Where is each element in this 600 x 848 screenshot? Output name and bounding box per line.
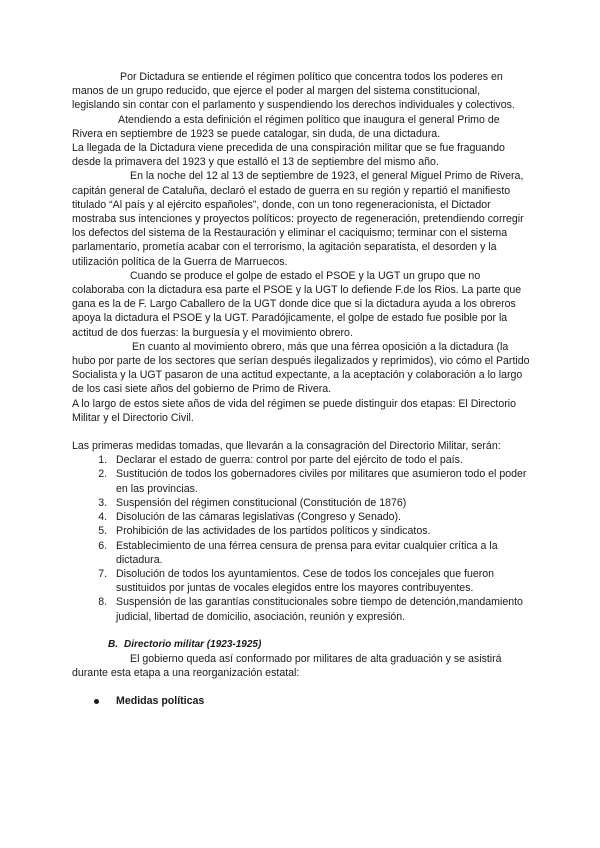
section-title: Directorio militar (1923-1925) [124,638,262,650]
section-heading [72,638,530,652]
paragraph-psoe-ugt: Cuando se produce el golpe de estado el PSOE y la UGT un grupo que no colaboraba con la dictadura esa parte el PSOE y la UGT lo defiende F.de los Rios. La parte que gana es la de F. Largo Caballero de la UGT donde dice que si la dictadura ayuda a los obreros apoya la dictadura el PSOE y la UGT. Paradójicamente, el golpe de estado fue posible por la actitud de dos fuerzas: la burguesía y el movimiento obrero. [72,269,522,339]
paragraph-section-intro: El gobierno queda así conformado por militares de alta graduación y se asistirá durante esta etapa a una reorganización estatal: [72,652,502,680]
list-item: 8. Suspensión de las garantías constitucionales sobre tiempo de detención,mandamiento judicial, libertad de domicilio, asociación, reunión y expresión. [110,595,530,623]
bullet-item [110,694,530,708]
bullet-item-label: Medidas políticas [116,695,205,708]
paragraph-primo-de-rivera-regime: Atendiendo a esta definición el régimen político que inaugura el general Primo de Rivera en septiembre de 1923 se puede catalogar, sin duda, de una dictadura. [72,113,500,140]
document-page [72,70,530,709]
paragraph-first-measures: Las primeras medidas tomadas, que llevarán a la consagración del Directorio Militar, serán: [72,440,501,453]
paragraph-coup-night: En la noche del 12 al 13 de septiembre de 1923, el general Miguel Primo de Rivera, capitán general de Cataluña, declaró el estado de guerra en su región y repartió el manifiesto titulado “Al país y al ejército españoles”, donde, con un tono regeneracionista, el Dictador mostraba sus intenciones y proyectos políticos: proyecto de regeneración, pretendiendo corregir los defectos del sistema de la Restauración y eliminar el caciquismo; terminar con el sistema parlamentario, prometía acabar con el terrorismo, la agitación separatista, el desorden y la utilización política de la Guerra de Marruecos. [72,170,524,268]
paragraph-workers-movement: En cuanto al movimiento obrero, más que una férrea oposición a la dictadura (la hubo por parte de los sectores que serían después ilegalizados y reprimidos), vio cómo el Partido Socialista y la UGT pasaron de una actitud expectante, a la aceptación y colaboración a lo largo de los casi siete años del gobierno de Primo de Rivera. [72,340,530,396]
measures-list [72,453,530,623]
bullet-dot-icon [94,699,99,704]
list-item: 6. Establecimiento de una férrea censura de prensa para evitar cualquier crítica a la dictadura. [110,539,530,567]
paragraph-two-stages: A lo largo de estos siete años de vida del régimen se puede distinguir dos etapas: El Directorio Militar y el Directorio Civil. [72,397,517,424]
paragraph-conspiracy: La llegada de la Dictadura viene precedida de una conspiración militar que se fue fraguando desde la primavera del 1923 y que estalló el 13 de septiembre del mismo año. [72,142,505,169]
section-letter: B. [108,638,118,650]
list-item: 1. Declarar el estado de guerra: control por parte del ejército de todo el país. [110,453,530,467]
list-item: 2. Sustitución de todos los gobernadores civiles por militares que asumieron todo el poder en las provincias. [110,467,530,495]
list-item: 4. Disolución de las cámaras legislativas (Congreso y Senado). [110,510,530,524]
list-item: 7. Disolución de todos los ayuntamientos. Cese de todos los concejales que fueron sustituidos por juntas de vocales elegidos entre los mayores contribuyentes. [110,567,530,595]
paragraph-dictadura-definition: Por Dictadura se entiende el régimen político que concentra todos los poderes en manos de un grupo reducido, que ejerce el poder al margen del sistema constitucional, legislando sin contar con el parlamento y suspendiendo los derechos individuales y colectivos. [72,71,515,112]
list-item: 5. Prohibición de las actividades de los partidos políticos y sindicatos. [110,524,530,538]
bullet-list [72,694,530,708]
list-item: 3. Suspensión del régimen constitucional (Constitución de 1876) [110,496,530,510]
